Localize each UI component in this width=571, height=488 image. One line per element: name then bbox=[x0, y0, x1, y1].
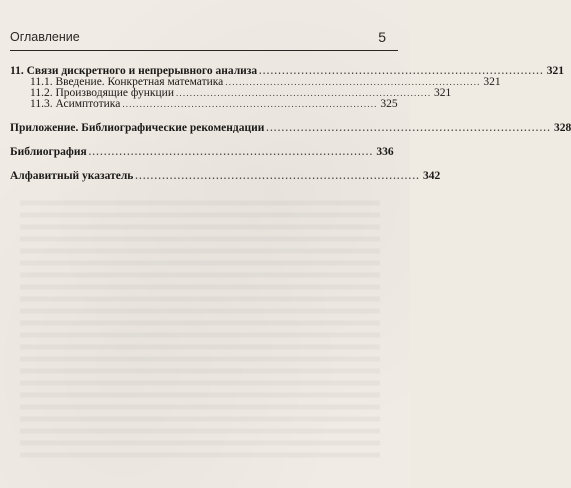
dot-leader: .......................................................................... bbox=[175, 88, 432, 98]
toc-entry-section-11-3 bbox=[10, 98, 398, 110]
dot-leader: .......................................................................... bbox=[122, 99, 378, 109]
toc-entry-page: 336 bbox=[376, 146, 394, 158]
toc-entry-title: Приложение. Библиографические рекомендации bbox=[10, 122, 265, 134]
toc-entry-bibliography bbox=[10, 146, 394, 158]
toc-entry-title: Алфавитный указатель bbox=[10, 170, 134, 182]
toc-entry-title: 11.3. Асимптотика bbox=[30, 98, 121, 110]
toc-entry-page: 321 bbox=[546, 65, 565, 77]
toc-entry-title: Библиография bbox=[10, 146, 87, 158]
toc-entry-index bbox=[10, 170, 441, 182]
page-number: 5 bbox=[378, 29, 386, 45]
toc-entry-title: 11. Связи дискретного и непрерывного анализа bbox=[10, 65, 258, 77]
running-header bbox=[10, 30, 398, 51]
table-of-contents bbox=[10, 65, 571, 182]
toc-entry-title: 11.1. Введение. Конкретная математика bbox=[30, 76, 224, 88]
toc-entry-page: 342 bbox=[423, 170, 441, 182]
toc-entry-title: 11.2. Производящие функции bbox=[30, 87, 174, 99]
toc-entry-page: 325 bbox=[380, 98, 398, 110]
toc-entry-page: 321 bbox=[483, 76, 501, 88]
running-header-title: Оглавление bbox=[10, 30, 80, 44]
dot-leader: .......................................................................... bbox=[225, 77, 481, 87]
dot-leader: .......................................................................... bbox=[135, 171, 421, 181]
dot-leader: .......................................................................... bbox=[88, 147, 374, 157]
toc-entry-page: 328 bbox=[554, 122, 571, 134]
toc-entry-page: 321 bbox=[434, 87, 452, 99]
toc-entry-appendix bbox=[10, 122, 571, 134]
dot-leader: .......................................................................... bbox=[266, 123, 552, 133]
dot-leader: .......................................................................... bbox=[259, 66, 545, 76]
